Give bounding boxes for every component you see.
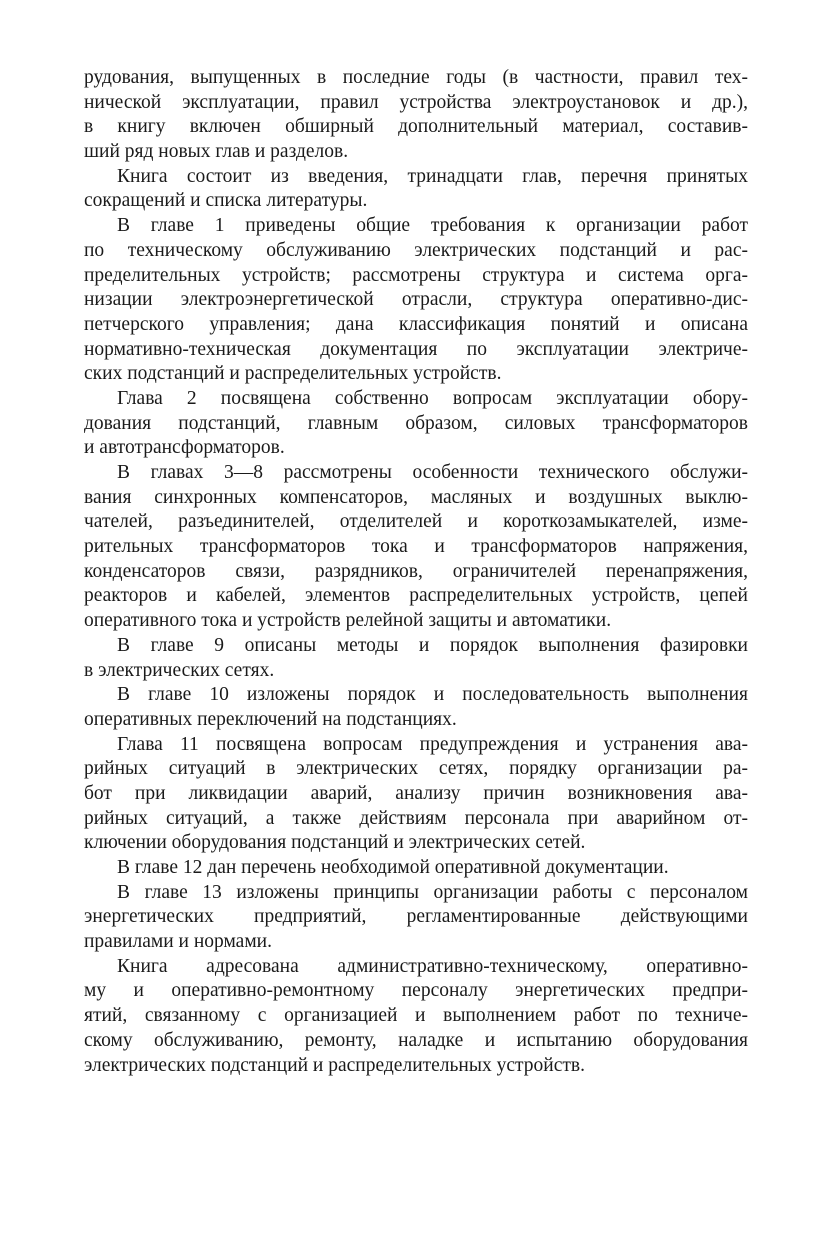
text-line: рийных ситуаций, а также действиям персонала при аварийном от- bbox=[84, 807, 748, 829]
text-line: бот при ликвидации аварий, анализу причин возникновения ава- bbox=[84, 782, 748, 804]
text-line: В главе 10 изложены порядок и последовательность выполнения bbox=[117, 684, 748, 706]
text-line: в книгу включен обширный дополнительный материал, составив- bbox=[84, 116, 748, 138]
text-line: ских подстанций и распределительных устройств. bbox=[84, 363, 502, 385]
text-line: нической эксплуатации, правил устройства электроустановок и др.), bbox=[84, 91, 748, 113]
text-line: низации электроэнергетической отрасли, структура оперативно-дис- bbox=[84, 289, 748, 311]
text-line: В главе 1 приведены общие требования к организации работ bbox=[117, 215, 748, 237]
text-line: Книга адресована административно-техническому, оперативно- bbox=[117, 955, 748, 977]
text-line: правилами и нормами. bbox=[84, 931, 272, 953]
text-line: рительных трансформаторов тока и трансформаторов напряжения, bbox=[84, 536, 748, 558]
paragraph bbox=[84, 733, 748, 856]
text-line: ший ряд новых глав и разделов. bbox=[84, 141, 349, 163]
text-line: Глава 2 посвящена собственно вопросам эксплуатации обору- bbox=[117, 387, 748, 409]
paragraph bbox=[84, 955, 748, 1078]
text-line: по техническому обслуживанию электрических подстанций и рас- bbox=[84, 239, 748, 261]
text-line: рийных ситуаций в электрических сетях, порядку организации ра- bbox=[84, 758, 748, 780]
text-line: оперативного тока и устройств релейной защиты и автоматики. bbox=[84, 610, 612, 632]
paragraph bbox=[84, 214, 748, 387]
text-line: рудования, выпущенных в последние годы (в частности, правил тех- bbox=[84, 67, 748, 88]
text-line: реакторов и кабелей, элементов распределительных устройств, цепей bbox=[84, 585, 748, 607]
text-line: му и оперативно-ремонтному персоналу энергетических предпри- bbox=[84, 980, 748, 1002]
text-line: и автотрансформаторов. bbox=[84, 437, 285, 459]
page-body-text bbox=[84, 66, 748, 1078]
text-line: сокращений и списка литературы. bbox=[84, 190, 368, 212]
text-line: В главах 3—8 рассмотрены особенности технического обслужи- bbox=[117, 462, 748, 483]
text-line: оперативных переключений на подстанциях. bbox=[84, 708, 457, 730]
text-line: энергетических предприятий, регламентированные действующими bbox=[84, 906, 748, 928]
text-line: вания синхронных компенсаторов, масляных и воздушных выклю- bbox=[84, 486, 748, 508]
text-line: Книга состоит из введения, тринадцати глав, перечня принятых bbox=[117, 165, 748, 187]
text-line: в электрических сетях. bbox=[84, 659, 275, 681]
paragraph bbox=[84, 634, 748, 683]
text-line: ятий, связанному с организацией и выполнением работ по техниче- bbox=[84, 1005, 748, 1027]
text-line: Глава 11 посвящена вопросам предупреждения и устранения ава- bbox=[117, 733, 748, 755]
paragraph bbox=[84, 461, 748, 634]
text-line: В главе 12 дан перечень необходимой оперативной документации. bbox=[117, 857, 669, 878]
text-line: чателей, разъединителей, отделителей и короткозамыкателей, изме- bbox=[84, 511, 748, 533]
paragraph bbox=[84, 387, 748, 461]
text-line: ключении оборудования подстанций и электрических сетей. bbox=[84, 832, 586, 854]
text-line: В главе 9 описаны методы и порядок выполнения фазировки bbox=[117, 634, 748, 656]
text-line: нормативно-техническая документация по эксплуатации электриче- bbox=[84, 338, 748, 360]
text-line: дования подстанций, главным образом, силовых трансформаторов bbox=[84, 412, 748, 434]
text-line: электрических подстанций и распределительных устройств. bbox=[84, 1054, 585, 1076]
text-line: пределительных устройств; рассмотрены структура и система орга- bbox=[84, 264, 748, 286]
text-line: петчерского управления; дана классификация понятий и описана bbox=[84, 313, 748, 335]
text-line: В главе 13 изложены принципы организации работы с персоналом bbox=[117, 881, 748, 903]
paragraph bbox=[84, 881, 748, 955]
text-line: конденсаторов связи, разрядников, ограничителей перенапряжения, bbox=[84, 560, 748, 582]
paragraph bbox=[84, 856, 748, 881]
paragraph bbox=[84, 165, 748, 214]
text-line: скому обслуживанию, ремонту, наладке и испытанию оборудования bbox=[84, 1029, 748, 1051]
paragraph bbox=[84, 66, 748, 165]
paragraph bbox=[84, 683, 748, 732]
